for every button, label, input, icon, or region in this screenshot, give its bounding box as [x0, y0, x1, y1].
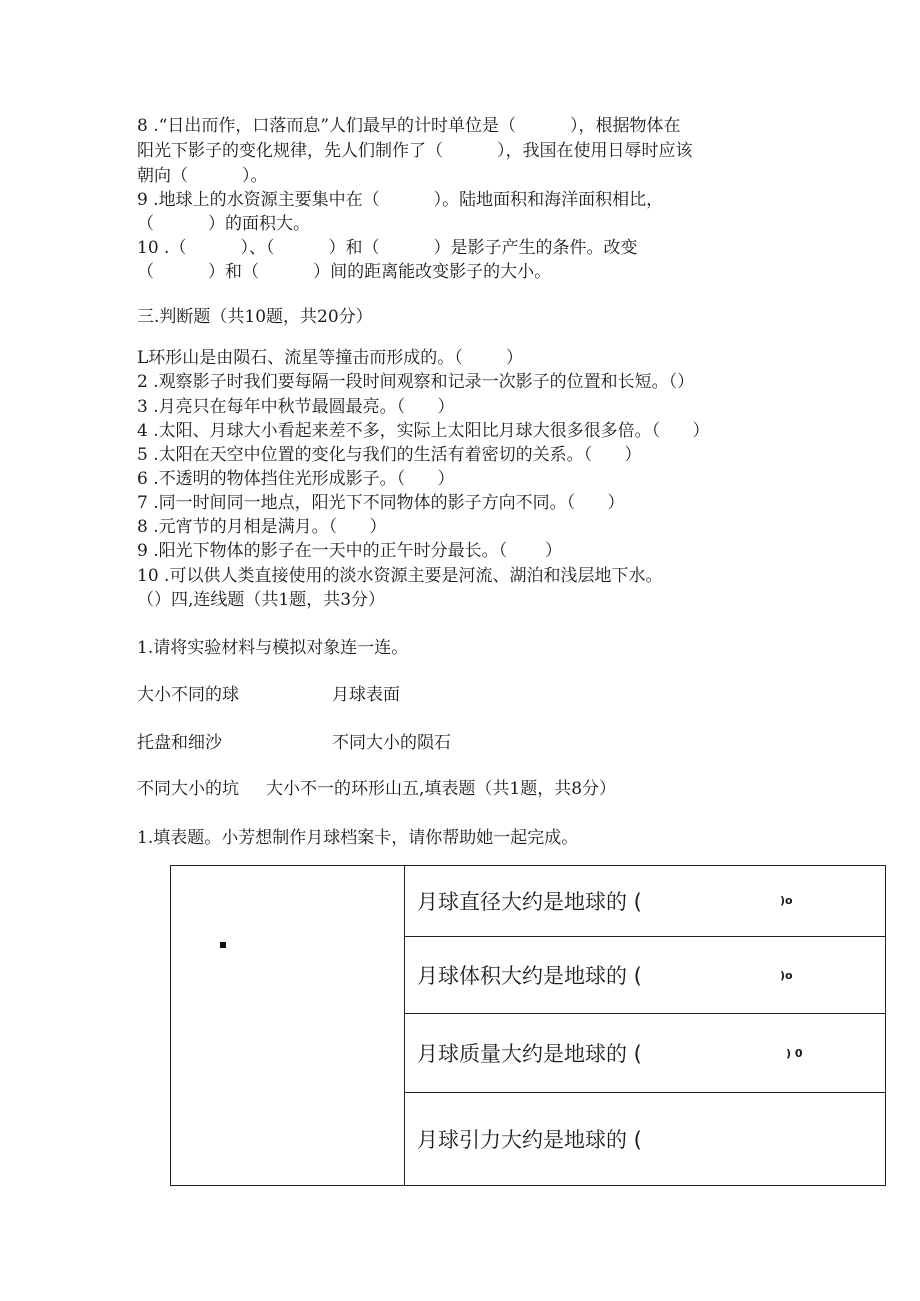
match-left-item: 大小不同的球 [137, 685, 239, 705]
fill-line-4: 9 .地球上的水资源主要集中在（ ）。陆地面积和海洋面积相比， [137, 190, 664, 210]
match-heading: （）四,连线题（共1题，共3分） [137, 590, 386, 610]
match-right-item: 月球表面 [332, 685, 400, 705]
match-right-item: 大小不一的环形山五,填表题（共1题，共8分） [266, 779, 617, 799]
match-right-item: 不同大小的陨石 [332, 733, 451, 753]
judge-item: 8 .元宵节的月相是满月。（ ） [137, 517, 387, 537]
table-prompt: 1.填表题。小芳想制作月球档案卡，请你帮助她一起完成。 [137, 828, 579, 848]
row-text: 月球体积大约是地球的 ( [417, 964, 642, 988]
table-row [405, 1093, 886, 1186]
match-question: 1.请将实验材料与模拟对象连一连。 [137, 638, 409, 658]
match-left-item: 不同大小的坑 [137, 779, 239, 799]
judge-item: 10 .可以供人类直接使用的淡水资源主要是河流、湖泊和浅层地下水。 [137, 566, 663, 586]
row-tail: )o [780, 894, 793, 907]
judge-item: 6 .不透明的物体挡住光形成影子。（ ） [137, 469, 455, 489]
judge-item: 5 .太阳在天空中位置的变化与我们的生活有着密切的关系。（ ） [137, 445, 642, 465]
row-text: 月球引力大约是地球的 ( [417, 1128, 642, 1152]
table-row [405, 937, 886, 1014]
bullet-mark [220, 942, 226, 948]
judge-item: 9 .阳光下物体的影子在一天中的正午时分最长。（ ） [137, 541, 562, 561]
table-row [405, 866, 886, 937]
fill-line-1: 8 .“日出而作，口落而息”人们最早的计时单位是（ ），根据物体在 [137, 116, 681, 136]
judge-item: 3 .月亮只在每年中秋节最圆最亮。（ ） [137, 397, 455, 417]
row-tail: ) 0 [786, 1047, 803, 1060]
match-left-item: 托盘和细沙 [137, 733, 222, 753]
fill-line-3: 朝向（ ）。 [137, 166, 268, 186]
judge-item: L环形山是由陨石、流星等撞击而形成的。（ ） [137, 348, 524, 368]
judge-heading: 三.判断题（共10题，共20分） [137, 307, 373, 327]
judge-item: 7 .同一时间同一地点，阳光下不同物体的影子方向不同。（ ） [137, 493, 625, 513]
table-row [405, 1014, 886, 1093]
judge-item: 2 .观察影子时我们要每隔一段时间观察和记录一次影子的位置和长短。（） [137, 372, 695, 392]
row-tail: )o [780, 969, 793, 982]
image-cell [171, 866, 405, 1186]
fill-line-5: （ ）的面积大。 [137, 214, 311, 234]
fill-line-7: （ ）和（ ）间的距离能改变影子的大小。 [137, 262, 552, 282]
row-text: 月球质量大约是地球的 ( [417, 1042, 642, 1066]
fill-line-2: 阳光下影子的变化规律，先人们制作了（ ），我国在使用日辱时应该 [137, 141, 693, 161]
judge-item: 4 .太阳、月球大小看起来差不多，实际上太阳比月球大很多很多倍。（ ） [137, 421, 710, 441]
row-text: 月球直径大约是地球的 ( [417, 890, 642, 914]
moon-profile-table [170, 865, 886, 1186]
fill-line-6: 10 .（ ）、（ ）和（ ）是影子产生的条件。改变 [137, 238, 638, 258]
